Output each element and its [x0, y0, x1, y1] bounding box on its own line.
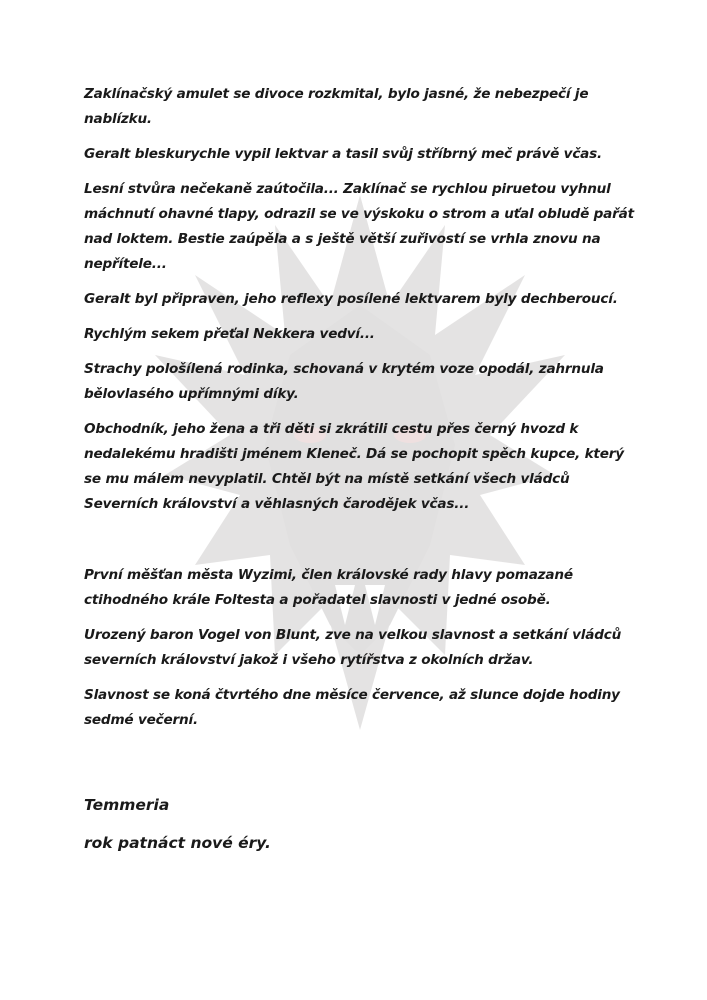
invitation-paragraph: Slavnost se koná čtvrtého dne měsíce července, až slunce dojde hodiny sedmé večerní.: [84, 687, 620, 728]
story-paragraph: Strachy pološílená rodinka, schovaná v krytém voze opodál, zahrnula bělovlasého upřímnými díky.: [84, 361, 604, 402]
story-paragraph: Geralt byl připraven, jeho reflexy posílené lektvarem byly dechberoucí.: [84, 291, 618, 307]
story-paragraph: Obchodník, jeho žena a tři děti si zkrátili cestu přes černý hvozd k nedalekému hradišti jménem Kleneč. Dá se pochopit spěch kupce, který se mu málem nevyplatil. Chtěl být na místě setkání všech vládců Severních království a věhlasných čarodějek včas...: [84, 421, 624, 512]
letter-footer: [84, 792, 484, 868]
story-paragraph: Rychlým sekem přeťal Nekkera vedví...: [84, 326, 375, 342]
invitation-paragraph: První měšťan města Wyzimi, člen královské rady hlavy pomazané ctihodného krále Foltesta a pořadatel slavnosti v jedné osobě.: [84, 567, 573, 608]
letter-body: [84, 82, 644, 743]
story-paragraph: Geralt bleskurychle vypil lektvar a tasil svůj stříbrný meč právě včas.: [84, 146, 603, 162]
story-paragraph: Lesní stvůra nečekaně zaútočila... Zaklínač se rychlou piruetou vyhnul máchnutí ohavné tlapy, odrazil se ve výskoku o strom a uťal obludě pařát nad loktem. Bestie zaúpěla a s ještě větší zuřivostí se vrhla znovu na nepřítele...: [84, 181, 634, 272]
section-gap: [84, 527, 644, 563]
place-name: Temmeria: [84, 796, 170, 814]
story-paragraph: Zaklínačský amulet se divoce rozkmital, bylo jasné, že nebezpečí je nablízku.: [84, 86, 589, 127]
year-line: rok patnáct nové éry.: [84, 834, 271, 852]
invitation-paragraph: Urozený baron Vogel von Blunt, zve na velkou slavnost a setkání vládců severních království jakož i všeho rytířstva z okolních držav.: [84, 627, 622, 668]
